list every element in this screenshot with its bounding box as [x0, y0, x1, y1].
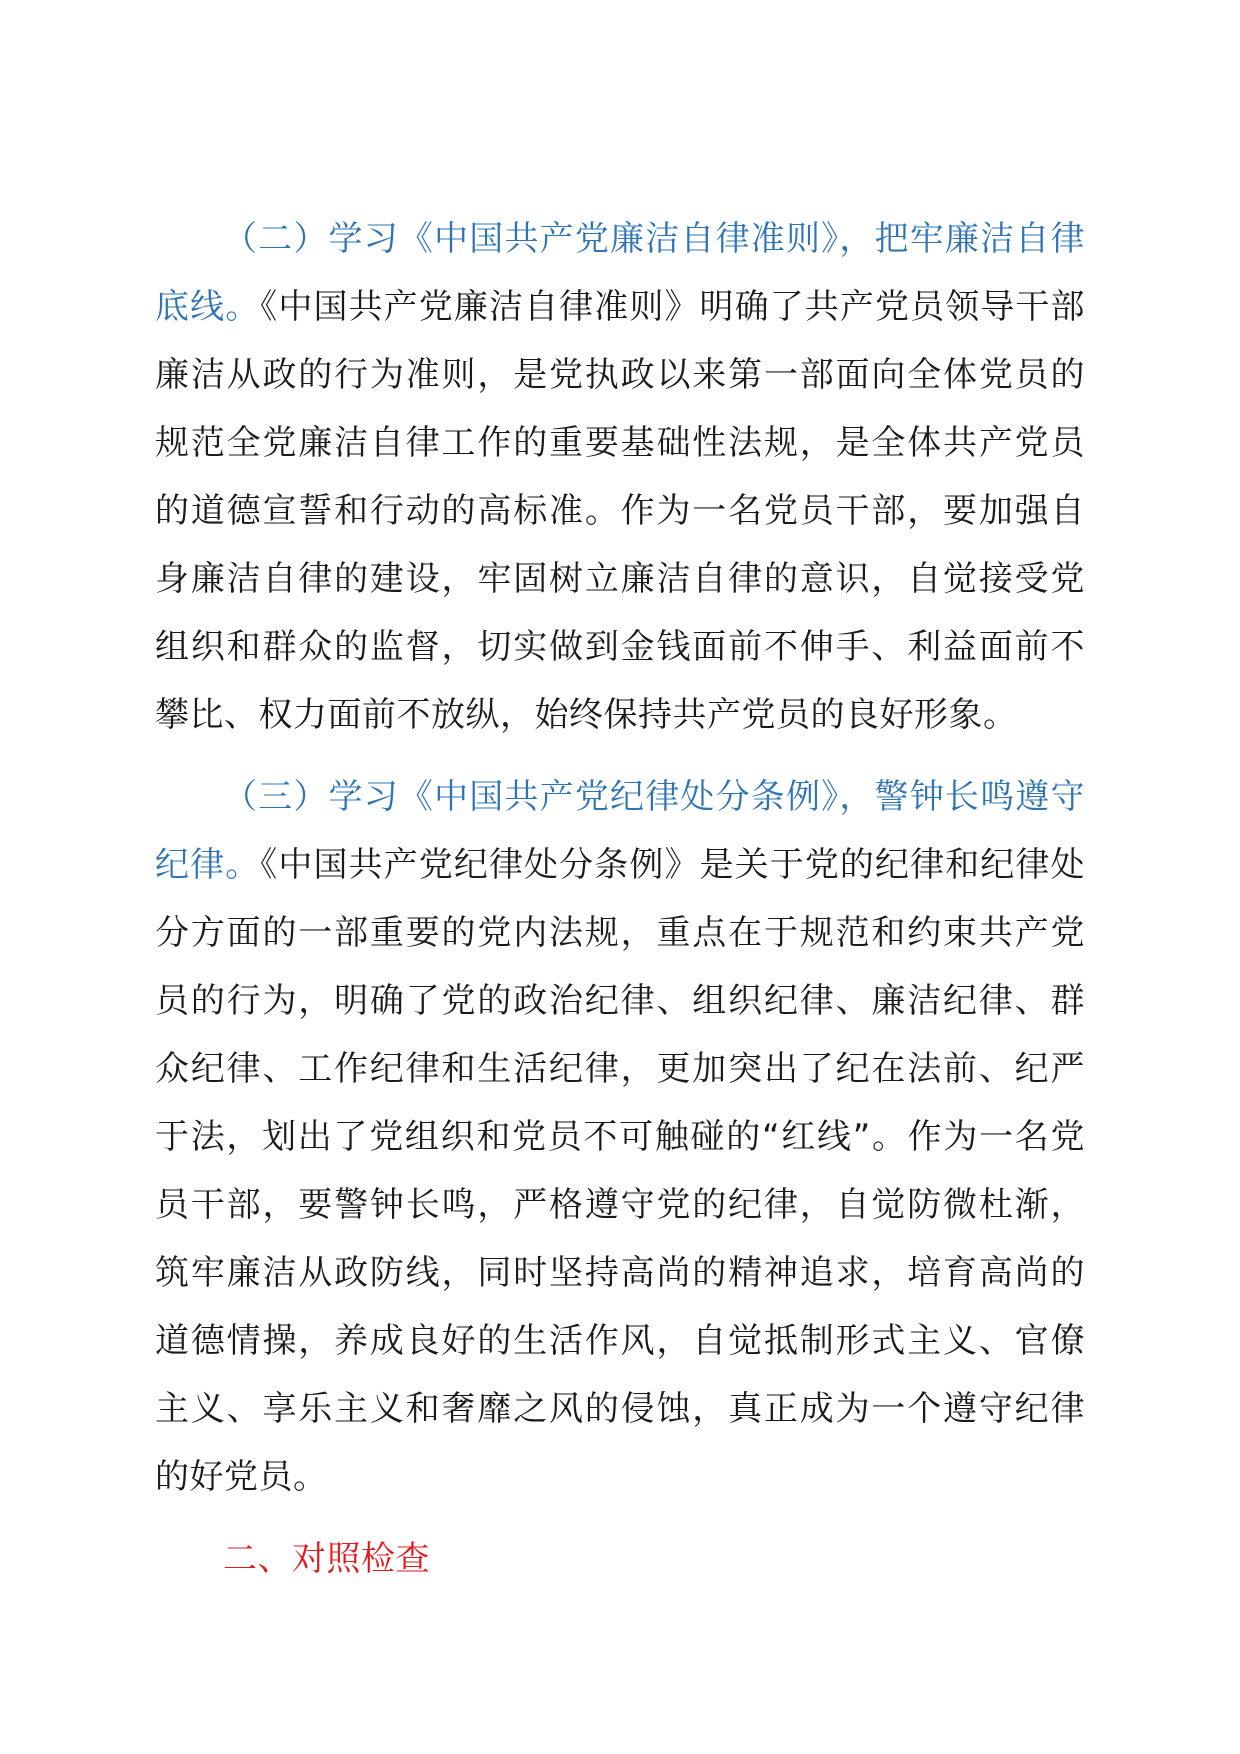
section-heading: 二、对照检查	[223, 1539, 430, 1579]
paragraph-text: 《中国共产党廉洁自律准则》明确了共产党员领导干部廉洁从政的行为准则，是党执政以来第一部面向全体党员的规范全党廉洁自律工作的重要基础性法规，是全体共产党员的道德宣誓和行动的高标准。作为一名党员干部，要加强自身廉洁自律的建设，牢固树立廉洁自律的意识，自觉接受党组织和群众的监督，切实做到金钱面前不伸手、利益面前不攀比、权力面前不放纵，始终保持共产党员的良好形象。	[155, 287, 1086, 735]
paragraph-lead: （三）学习《中国共产党纪律处分条例》，警钟长鸣遵守纪律。	[155, 777, 1085, 885]
document-body	[155, 205, 1085, 1593]
paragraph-lead: （二）学习《中国共产党廉洁自律准则》，把牢廉洁自律底线。	[155, 219, 1085, 327]
paragraph-text: 《中国共产党纪律处分条例》是关于党的纪律和纪律处分方面的一部重要的党内法规，重点在于规范和约束共产党员的行为，明确了党的政治纪律、组织纪律、廉洁纪律、群众纪律、工作纪律和生活纪律，更加突出了纪在法前、纪严于法，划出了党组织和党员不可触碰的“红线”。作为一名党员干部，要警钟长鸣，严格遵守党的纪律，自觉防微杜渐，筑牢廉洁从政防线，同时坚持高尚的精神追求，培育高尚的道德情操，养成良好的生活作风，自觉抵制形式主义、官僚主义、享乐主义和奢靡之风的侵蚀，真正成为一个遵守纪律的好党员。	[155, 845, 1086, 1497]
paragraph-3	[155, 763, 1085, 1511]
paragraph-2	[155, 205, 1085, 749]
